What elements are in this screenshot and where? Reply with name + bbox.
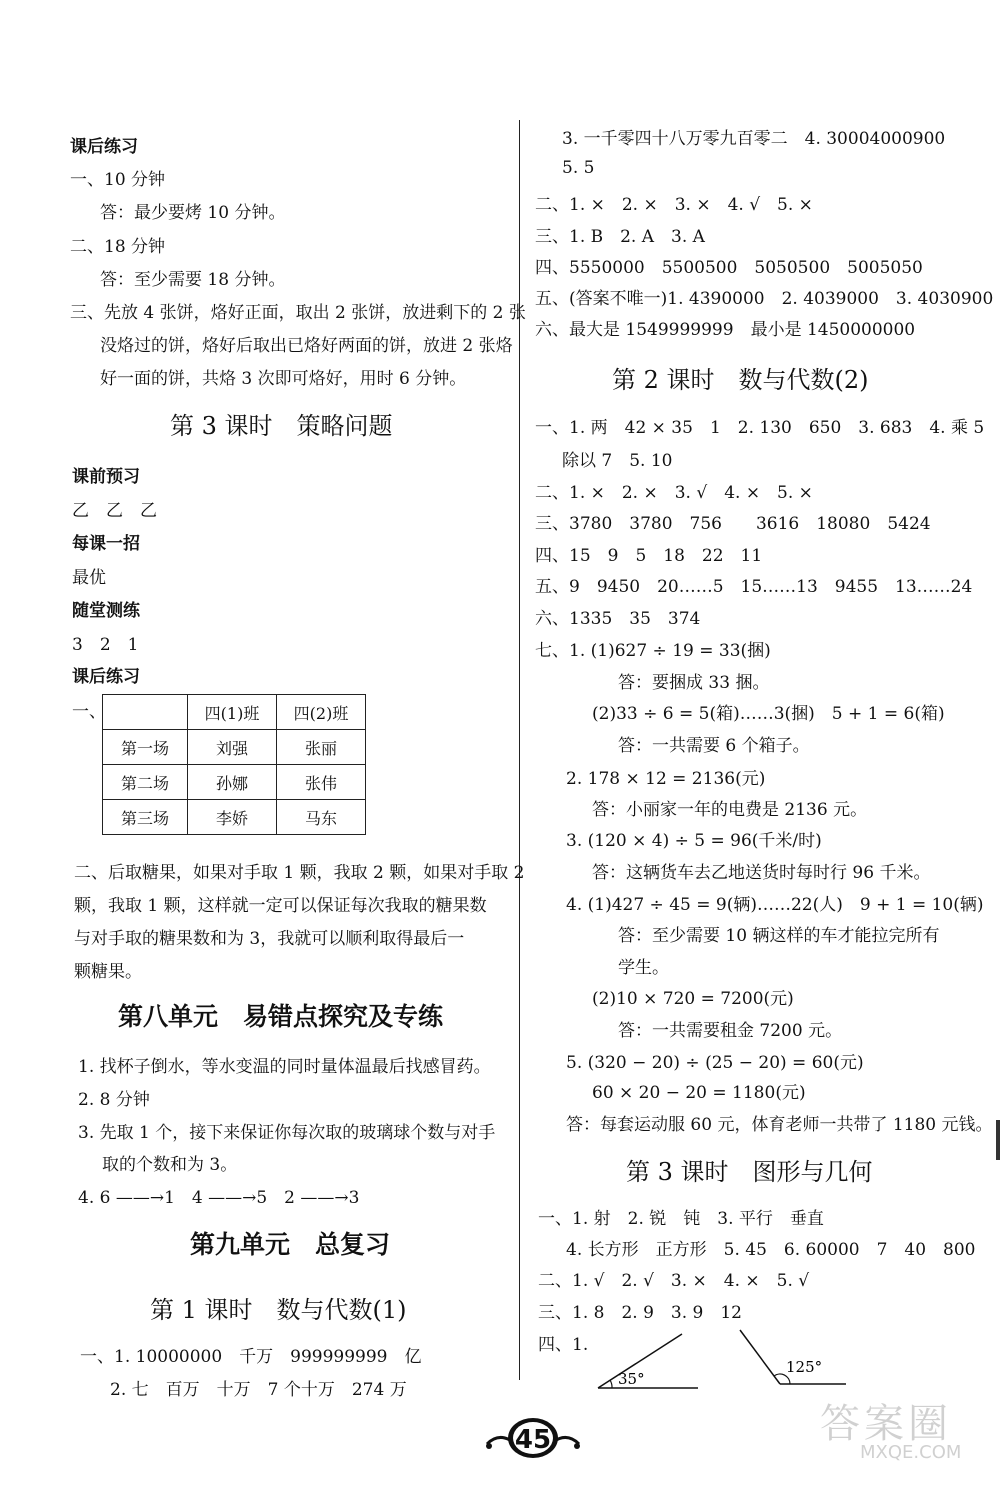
page-ornament-icon xyxy=(483,1414,583,1460)
table-header-cell: 四(1)班 xyxy=(188,695,277,730)
table-cell: 马东 xyxy=(277,800,366,835)
table-cell xyxy=(103,695,188,730)
answer-line: 60 × 20 − 20 = 1180(元) xyxy=(592,1083,806,1103)
answer-line: 取的个数和为 3。 xyxy=(102,1155,238,1175)
answer-line: 3. 先取 1 个，接下来保证你每次取的玻璃球个数与对手 xyxy=(78,1123,496,1143)
answer-line: 2. 七 百万 十万 7 个十万 274 万 xyxy=(110,1380,407,1400)
answer-line: 二、后取糖果，如果对手取 1 颗，我取 2 颗，如果对手取 2 xyxy=(74,863,525,883)
lesson-heading: 第 3 课时 策略问题 xyxy=(170,412,393,440)
answer-line: 3. (120 × 4) ÷ 5 = 96(千米/时) xyxy=(566,831,822,851)
table-cell: 李娇 xyxy=(188,800,277,835)
answer-line: 4. 6 ——→1 4 ——→5 2 ——→3 xyxy=(78,1188,360,1208)
answer-line: 一、1. 两 42 × 35 1 2. 130 650 3. 683 4. 乘 5 xyxy=(535,418,985,438)
answer-line: 六、1335 35 374 xyxy=(535,609,701,629)
answer-line: 答：至少需要 10 辆这样的车才能拉完所有 xyxy=(618,926,940,946)
answer-line: 四、5550000 5500500 5050500 5005050 xyxy=(535,258,923,278)
lesson-heading: 第 2 课时 数与代数(2) xyxy=(612,366,869,394)
answer-line: 3. 一千零四十八万零九百零二 4. 30004000900 xyxy=(562,129,946,149)
watermark-url: MXQE.COM xyxy=(860,1442,962,1463)
table-cell: 张丽 xyxy=(277,730,366,765)
answer-line: 乙 乙 乙 xyxy=(72,501,157,521)
answer-line: 答：每套运动服 60 元，体育老师一共带了 1180 元钱。 xyxy=(566,1115,993,1135)
answer-line: 一、1. 射 2. 锐 钝 3. 平行 垂直 xyxy=(538,1209,824,1229)
watermark-text: 答案圈 xyxy=(820,1401,952,1447)
unit-heading: 第八单元 易错点探究及专练 xyxy=(118,1002,444,1031)
edge-mark xyxy=(996,1120,1000,1160)
answer-line: (2)10 × 720 = 7200(元) xyxy=(592,989,794,1009)
answer-line: 二、1. √ 2. √ 3. × 4. × 5. √ xyxy=(538,1271,810,1291)
answer-line: 一、10 分钟 xyxy=(70,170,166,190)
answer-line: 除以 7 5. 10 xyxy=(562,451,673,471)
lesson-heading: 第 3 课时 图形与几何 xyxy=(626,1158,873,1186)
answer-line: 3 2 1 xyxy=(72,635,139,655)
answer-line: 5. 5 xyxy=(562,158,595,178)
answer-line: 四、1. xyxy=(538,1335,589,1355)
angle-35-label: 35° xyxy=(618,1370,645,1388)
section-label-tip: 每课一招 xyxy=(72,534,140,554)
answer-line: 5. (320 − 20) ÷ (25 − 20) = 60(元) xyxy=(566,1053,864,1073)
table-row xyxy=(103,695,366,730)
answer-line: 六、最大是 1549999999 最小是 1450000000 xyxy=(535,320,916,340)
answer-line: 1. 找杯子倒水，等水变温的同时量体温最后找感冒药。 xyxy=(78,1057,491,1077)
answer-line: 与对手取的糖果数和为 3，我就可以顺利取得最后一 xyxy=(74,929,465,949)
lesson-heading: 第 1 课时 数与代数(1) xyxy=(150,1296,407,1324)
table-row xyxy=(103,730,366,765)
answer-line: 答：一共需要 6 个箱子。 xyxy=(618,736,810,756)
angle-125-drawing xyxy=(740,1330,846,1384)
table-cell: 张伟 xyxy=(277,765,366,800)
answer-line: 答：要捆成 33 捆。 xyxy=(618,673,770,693)
answer-line: 一、1. 10000000 千万 999999999 亿 xyxy=(80,1347,422,1367)
angle-35-drawing xyxy=(598,1334,698,1388)
table-cell: 第三场 xyxy=(103,800,188,835)
answer-line: 学生。 xyxy=(618,958,669,978)
answer-line: (2)33 ÷ 6 = 5(箱)……3(捆) 5 + 1 = 6(箱) xyxy=(592,704,945,724)
answer-line: 4. (1)427 ÷ 45 = 9(辆)……22(人) 9 + 1 = 10(辆) xyxy=(566,895,984,915)
answer-line: 没烙过的饼，烙好后取出已烙好两面的饼，放进 2 张烙 xyxy=(100,336,513,356)
section-label-after-class: 课后练习 xyxy=(70,137,138,157)
answer-line: 三、先放 4 张饼，烙好正面，取出 2 张饼，放进剩下的 2 张 xyxy=(70,303,526,323)
answer-line: 最优 xyxy=(72,568,106,588)
page-number-badge xyxy=(483,1414,583,1460)
table-cell: 第二场 xyxy=(103,765,188,800)
answer-line: 答：至少需要 18 分钟。 xyxy=(100,270,286,290)
answer-line: 三、1. B 2. A 3. A xyxy=(535,227,705,247)
answer-line: 4. 长方形 正方形 5. 45 6. 60000 7 40 800 xyxy=(566,1240,976,1260)
answer-line: 答：一共需要租金 7200 元。 xyxy=(618,1021,843,1041)
answer-line: 五、9 9450 20……5 15……13 9455 13……24 xyxy=(535,577,973,597)
schedule-table xyxy=(102,694,366,835)
angle-diagrams xyxy=(590,1328,890,1394)
answer-line: 颗糖果。 xyxy=(74,962,142,982)
answer-line: 二、1. × 2. × 3. × 4. √ 5. × xyxy=(535,195,813,215)
section-label-preview: 课前预习 xyxy=(72,467,140,487)
page-number: 45 xyxy=(514,1425,552,1455)
answer-line: 四、15 9 5 18 22 11 xyxy=(535,546,763,566)
answer-line: 三、3780 3780 756 3616 18080 5424 xyxy=(535,514,931,534)
answer-line: 二、18 分钟 xyxy=(70,237,166,257)
answer-line: 一、 xyxy=(72,702,106,722)
answer-line: 二、1. × 2. × 3. √ 4. × 5. × xyxy=(535,483,813,503)
table-row xyxy=(103,765,366,800)
answer-line: 2. 8 分钟 xyxy=(78,1090,150,1110)
section-label-quiz: 随堂测练 xyxy=(72,601,140,621)
table-cell: 刘强 xyxy=(188,730,277,765)
answer-line: 颗，我取 1 颗，这样就一定可以保证每次我取的糖果数 xyxy=(74,896,487,916)
answer-line: 五、(答案不唯一)1. 4390000 2. 4039000 3. 4030900 xyxy=(535,289,994,309)
answer-line: 三、1. 8 2. 9 3. 9 12 xyxy=(538,1303,742,1323)
answer-line: 七、1. (1)627 ÷ 19 = 33(捆) xyxy=(535,641,771,661)
unit-heading: 第九单元 总复习 xyxy=(190,1230,391,1259)
watermark-logo xyxy=(820,1392,962,1463)
answer-line: 答：最少要烤 10 分钟。 xyxy=(100,203,286,223)
answer-line: 答：这辆货车去乙地送货时每时行 96 千米。 xyxy=(592,863,931,883)
answer-line: 2. 178 × 12 = 2136(元) xyxy=(566,769,766,789)
angle-125-label: 125° xyxy=(786,1358,823,1376)
table-header-cell: 四(2)班 xyxy=(277,695,366,730)
section-label-after-class: 课后练习 xyxy=(72,667,140,687)
answer-line: 答：小丽家一年的电费是 2136 元。 xyxy=(592,800,868,820)
table-row xyxy=(103,800,366,835)
table-cell: 第一场 xyxy=(103,730,188,765)
table-cell: 孙娜 xyxy=(188,765,277,800)
answer-line: 好一面的饼，共烙 3 次即可烙好，用时 6 分钟。 xyxy=(100,369,467,389)
